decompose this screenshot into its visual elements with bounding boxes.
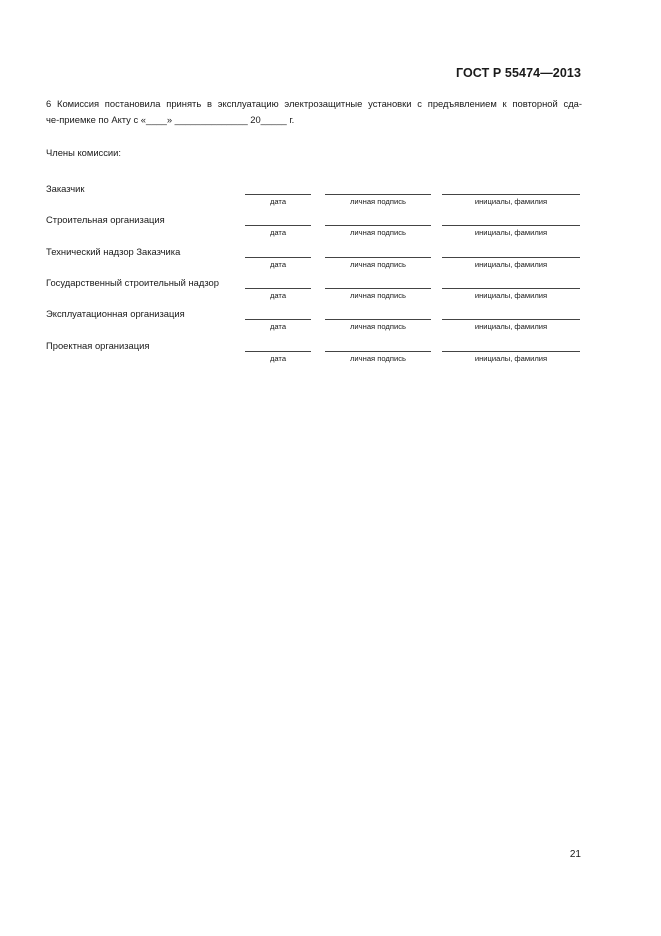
initials-caption: инициалы, фамилия xyxy=(474,197,548,206)
members-heading: Члены комиссии: xyxy=(46,147,122,158)
date-line xyxy=(245,225,311,226)
page-number: 21 xyxy=(569,849,581,860)
org-label: Заказчик xyxy=(46,183,85,194)
document-code: ГОСТ Р 55474—2013 xyxy=(455,66,581,80)
initials-caption: инициалы, фамилия xyxy=(474,322,548,331)
org-label: Технический надзор Заказчика xyxy=(46,246,181,257)
date-line xyxy=(245,351,311,352)
initials-caption: инициалы, фамилия xyxy=(474,354,548,363)
clause-line-2: че-приемке по Акту с «____» ______________ 20_____ г. xyxy=(46,114,295,125)
signature-line xyxy=(325,319,431,320)
signature-row-operating xyxy=(0,308,661,332)
date-line xyxy=(245,257,311,258)
date-line xyxy=(245,319,311,320)
signature-row-design xyxy=(0,340,661,364)
org-label: Проектная организация xyxy=(46,340,150,351)
date-line xyxy=(245,194,311,195)
date-caption: дата xyxy=(269,260,287,269)
signature-caption: личная подпись xyxy=(350,260,406,269)
signature-row-construction xyxy=(0,214,661,238)
signature-row-state-supervision xyxy=(0,277,661,301)
date-caption: дата xyxy=(269,322,287,331)
initials-line xyxy=(442,194,580,195)
signature-row-technical-supervision xyxy=(0,246,661,270)
date-caption: дата xyxy=(269,228,287,237)
org-label: Строительная организация xyxy=(46,214,165,225)
signature-caption: личная подпись xyxy=(350,228,406,237)
initials-caption: инициалы, фамилия xyxy=(474,260,548,269)
date-caption: дата xyxy=(269,354,287,363)
org-label: Государственный строительный надзор xyxy=(46,277,219,288)
initials-line xyxy=(442,288,580,289)
initials-caption: инициалы, фамилия xyxy=(474,291,548,300)
signature-caption: личная подпись xyxy=(350,354,406,363)
signature-caption: личная подпись xyxy=(350,291,406,300)
signature-caption: личная подпись xyxy=(350,322,406,331)
signature-line xyxy=(325,351,431,352)
clause-line-1: 6 Комиссия постановила принять в эксплуатацию электрозащитные установки с предъявлением к повторной сда- xyxy=(46,98,582,109)
initials-line xyxy=(442,257,580,258)
signature-line xyxy=(325,288,431,289)
clause-paragraph xyxy=(46,96,582,128)
signature-caption: личная подпись xyxy=(350,197,406,206)
org-label: Эксплуатационная организация xyxy=(46,308,185,319)
initials-line xyxy=(442,351,580,352)
date-caption: дата xyxy=(269,197,287,206)
initials-caption: инициалы, фамилия xyxy=(474,228,548,237)
initials-line xyxy=(442,319,580,320)
signature-line xyxy=(325,225,431,226)
signature-line xyxy=(325,257,431,258)
date-caption: дата xyxy=(269,291,287,300)
signature-line xyxy=(325,194,431,195)
signature-row-customer xyxy=(0,183,661,207)
date-line xyxy=(245,288,311,289)
initials-line xyxy=(442,225,580,226)
